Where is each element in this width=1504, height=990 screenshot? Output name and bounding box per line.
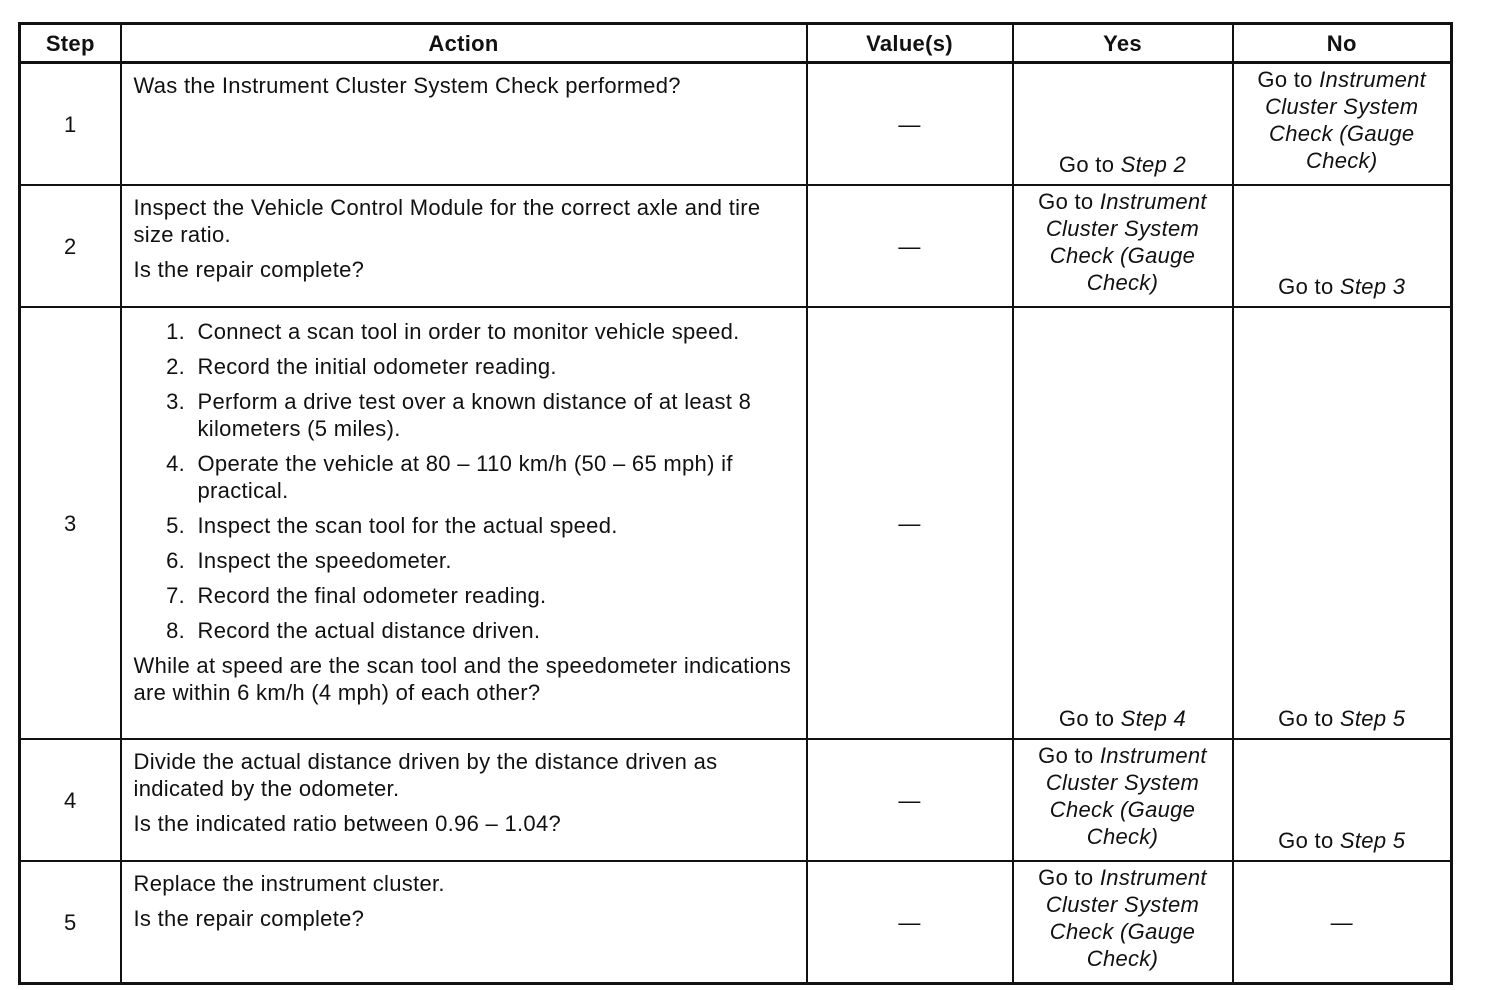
no-cell	[1233, 861, 1452, 984]
substep-item: 5. Inspect the scan tool for the actual speed.	[192, 512, 796, 539]
no-link[interactable]: Instrument Cluster System Check (Gauge Check)	[1265, 67, 1427, 173]
table-row	[20, 185, 1452, 307]
action-cell	[121, 861, 807, 984]
yes-prefix: Go to	[1038, 743, 1100, 768]
header-action: Action	[121, 24, 807, 63]
no-prefix: Go to	[1278, 828, 1340, 853]
diagnostic-table	[18, 22, 1453, 985]
header-yes: Yes	[1013, 24, 1233, 63]
table-row	[20, 739, 1452, 861]
table-row	[20, 861, 1452, 984]
no-link[interactable]: Step 5	[1339, 828, 1406, 853]
table-row	[20, 63, 1452, 186]
substep-item: 7. Record the final odometer reading.	[192, 582, 796, 609]
table-row	[20, 307, 1452, 739]
no-prefix: Go to	[1278, 706, 1340, 731]
value-cell: —	[807, 307, 1013, 739]
action-question: While at speed are the scan tool and the speedometer indications are within 6 km/h (4 mph) of each other?	[133, 653, 792, 705]
no-value: —	[1330, 909, 1353, 935]
yes-link[interactable]: Instrument Cluster System Check (Gauge Check)	[1045, 743, 1207, 849]
value-cell: —	[807, 185, 1013, 307]
no-prefix: Go to	[1257, 67, 1320, 92]
substep-list	[134, 318, 796, 644]
step-number: 5	[20, 861, 121, 984]
value-cell: —	[807, 861, 1013, 984]
action-text: Was the Instrument Cluster System Check performed?	[133, 73, 681, 98]
no-link[interactable]: Step 3	[1339, 274, 1406, 299]
yes-link[interactable]: Instrument Cluster System Check (Gauge Check)	[1045, 189, 1207, 295]
action-question: Is the repair complete?	[133, 906, 365, 931]
header-no: No	[1233, 24, 1452, 63]
no-prefix: Go to	[1278, 274, 1340, 299]
no-cell	[1233, 185, 1452, 307]
no-link[interactable]: Step 5	[1339, 706, 1406, 731]
action-cell	[121, 307, 807, 739]
yes-cell	[1013, 63, 1233, 186]
step-number: 1	[20, 63, 121, 186]
action-cell	[121, 739, 807, 861]
yes-prefix: Go to	[1058, 706, 1121, 731]
step-number: 3	[20, 307, 121, 739]
action-text: Replace the instrument cluster.	[133, 871, 445, 896]
yes-cell	[1013, 307, 1233, 739]
yes-link[interactable]: Step 4	[1120, 706, 1187, 731]
value-cell: —	[807, 63, 1013, 186]
yes-cell	[1013, 739, 1233, 861]
action-text: Divide the actual distance driven by the distance driven as indicated by the odometer.	[133, 749, 718, 801]
substep-item: 4. Operate the vehicle at 80 – 110 km/h (50 – 65 mph) if practical.	[192, 450, 796, 504]
value-cell: —	[807, 739, 1013, 861]
substep-item: 2. Record the initial odometer reading.	[192, 353, 796, 380]
yes-link[interactable]: Instrument Cluster System Check (Gauge Check)	[1045, 865, 1207, 971]
action-text: Inspect the Vehicle Control Module for the correct axle and tire size ratio.	[133, 195, 761, 247]
yes-cell	[1013, 185, 1233, 307]
yes-prefix: Go to	[1038, 189, 1100, 214]
step-number: 2	[20, 185, 121, 307]
yes-prefix: Go to	[1058, 152, 1121, 177]
substep-item: 8. Record the actual distance driven.	[192, 617, 796, 644]
yes-link[interactable]: Step 2	[1120, 152, 1187, 177]
substep-item: 6. Inspect the speedometer.	[192, 547, 796, 574]
header-step: Step	[20, 24, 121, 63]
step-number: 4	[20, 739, 121, 861]
no-cell	[1233, 63, 1452, 186]
no-cell	[1233, 739, 1452, 861]
header-row	[20, 24, 1452, 63]
action-question: Is the repair complete?	[133, 257, 365, 282]
substep-item: 1. Connect a scan tool in order to monitor vehicle speed.	[192, 318, 796, 345]
action-cell	[121, 63, 807, 186]
action-cell	[121, 185, 807, 307]
substep-item: 3. Perform a drive test over a known distance of at least 8 kilometers (5 miles).	[192, 388, 796, 442]
action-question: Is the indicated ratio between 0.96 – 1.04?	[133, 811, 562, 836]
header-values: Value(s)	[807, 24, 1013, 63]
no-cell	[1233, 307, 1452, 739]
yes-prefix: Go to	[1038, 865, 1100, 890]
yes-cell	[1013, 861, 1233, 984]
